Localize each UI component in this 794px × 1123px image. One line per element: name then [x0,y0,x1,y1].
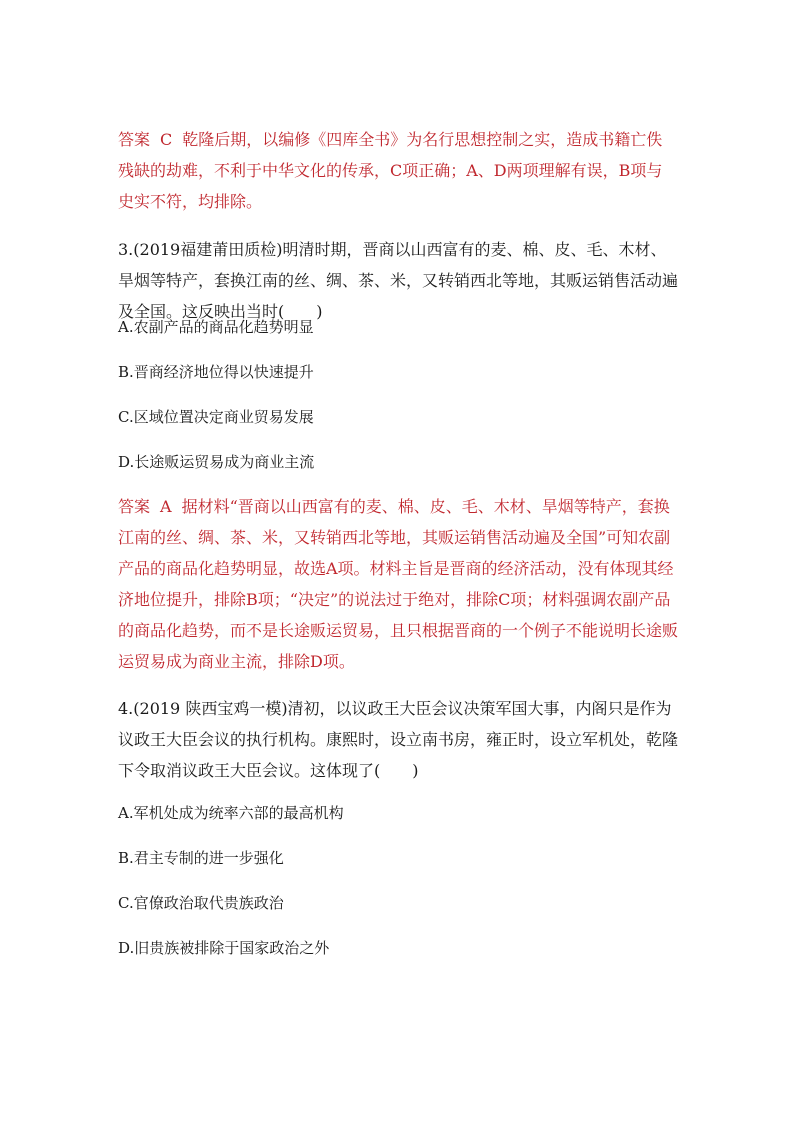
option-b: B.君主专制的进一步强化 [118,849,284,867]
question-stem: 3.(2019福建莆田质检)明清时期，晋商以山西富有的麦、棉、皮、毛、木材、旱烟等特产，套换江南的丝、绸、茶、米，又转销西北等地，其贩运销售活动遍及全国。这反映出当时( ) [118,240,679,321]
option-c: C.官僚政治取代贵族政治 [118,894,284,912]
answer-letter: A [160,497,172,516]
answer-block-q3 [118,491,678,677]
option-b: B.晋商经济地位得以快速提升 [118,363,314,381]
answer-label: 答案 [118,497,151,516]
question-4 [118,693,678,786]
question-3 [118,234,678,327]
answer-text [118,491,678,677]
option-c: C.区域位置决定商业贸易发展 [118,408,314,426]
answer-text [118,124,678,217]
option-a: A.农副产品的商品化趋势明显 [118,318,314,336]
answer-block-prev [118,124,678,217]
option-d: D.旧贵族被排除于国家政治之外 [118,939,330,957]
answer-explanation: 据材料“晋商以山西富有的麦、棉、皮、毛、木材、旱烟等特产，套换江南的丝、绸、茶、米，又转销西北等地，其贩运销售活动遍及全国”可知农副产品的商品化趋势明显，故选A项。材料主旨是晋商的经济活动，没有体现其经济地位提升，排除B项；“决定”的说法过于绝对，排除C项；材料强调农副产品的商品化趋势，而不是长途贩运贸易，且只根据晋商的一个例子不能说明长途贩运贸易成为商业主流，排除D项。 [118,497,679,671]
option-a: A.军机处成为统率六部的最高机构 [118,804,344,822]
question-stem: 4.(2019 陕西宝鸡一模)清初，以议政王大臣会议决策军国大事，内阁只是作为议政王大臣会议的执行机构。康熙时，设立南书房，雍正时，设立军机处，乾隆下令取消议政王大臣会议。这体现了( ) [118,699,679,780]
answer-explanation: 乾隆后期，以编修《四库全书》为名行思想控制之实，造成书籍亡佚残缺的劫难，不利于中华文化的传承，C项正确；A、D两项理解有误，B项与史实不符，均排除。 [118,130,663,211]
option-d: D.长途贩运贸易成为商业主流 [118,453,315,471]
answer-label: 答案 [118,130,151,149]
answer-letter: C [160,130,173,149]
